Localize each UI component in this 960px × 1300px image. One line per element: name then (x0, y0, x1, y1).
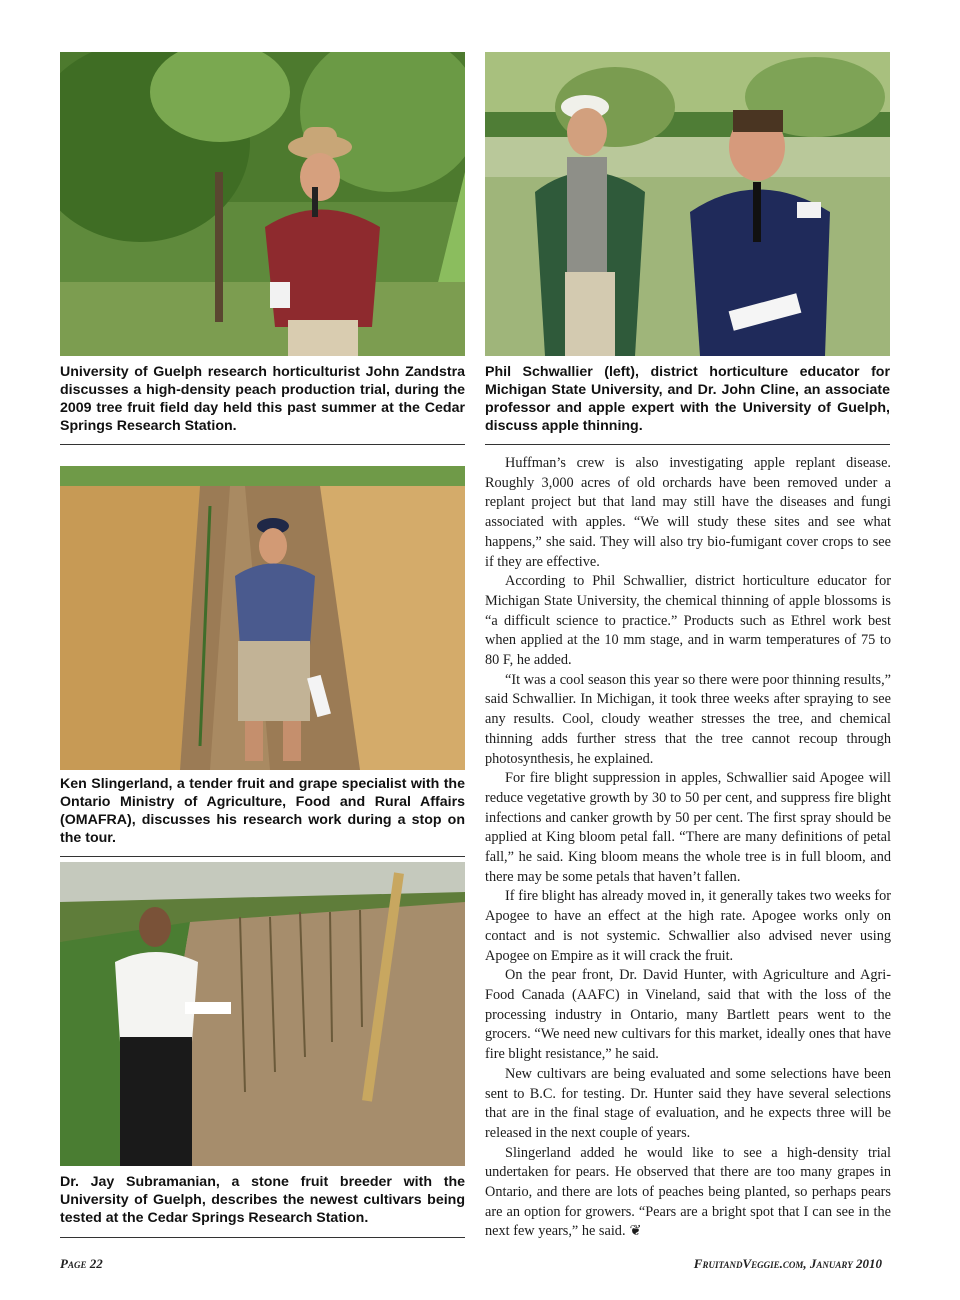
divider-rule (60, 1237, 465, 1238)
photo-subramanian (60, 862, 465, 1166)
divider-rule (60, 444, 465, 445)
article-paragraph-text: Slingerland added he would like to see a high-density trial undertaken for pears. He observed that there are too many grapes in Ontario, and there are lots of peaches being planted, so perhaps pears are an option for growers. “Pears are a bright spot that I can see in the next few years,” he said. (485, 1144, 891, 1240)
photo-schwallier-cline (485, 52, 890, 356)
article-body (485, 454, 891, 1242)
page-label: Page (60, 1256, 87, 1271)
article-paragraph-last (485, 1144, 891, 1243)
article-paragraph: According to Phil Schwallier, district horticulture educator for Michigan State University, the chemical thinning of apple blossoms is “a difficult science to practice.” Products such as Ethrel work best when applied at the 10 mm stage, and in warm temperatures of 75 to 80 F, he added. (485, 573, 891, 669)
publication-name: FruitandVeggie.com, (693, 1256, 807, 1271)
caption-subramanian: Dr. Jay Subramanian, a stone fruit breeder with the University of Guelph, describes the newest cultivars being tested at the Cedar Springs Research Station. (60, 1174, 465, 1226)
photo-zandstra (60, 52, 465, 356)
article-paragraph: For fire blight suppression in apples, Schwallier said Apogee will reduce vegetative growth by 30 to 50 per cent, and suppress fire blight infections and canker growth by 50 per cent. The first spray should be applied at King bloom petal fall. “There are many definitions of petal fall,” he said. King bloom means the whole tree is in full bloom, and there may be some petals that haven’t fallen. (485, 770, 891, 885)
caption-slingerland: Ken Slingerland, a tender fruit and grape specialist with the Ontario Ministry of Agriculture, Food and Rural Affairs (OMAFRA), discusses his research work during a stop on the tour. (60, 776, 465, 846)
article-paragraph: On the pear front, Dr. David Hunter, with Agriculture and Agri-Food Canada (AAFC) in Vineland, said that with the loss of the processing industry in Ontario, many Bartlett pears went to the grocers. “We need new cultivars for this market, ideally ones that have fire blight resistance,” he said. (485, 967, 891, 1063)
article-paragraph: New cultivars are being evaluated and some selections have been sent to B.C. for testing. Dr. Hunter said they have several selections that are in the final stage of evaluation, and he expects three will be released in the next couple of years. (485, 1065, 891, 1141)
caption-zandstra: University of Guelph research horticulturist John Zandstra discusses a high-density peach production trial, during the 2009 tree fruit field day held this past summer at the Cedar Springs Research Station. (60, 364, 465, 434)
divider-rule (485, 444, 890, 445)
end-mark-icon: ❦ (629, 1223, 642, 1240)
issue-date: January 2010 (809, 1256, 882, 1271)
article-paragraph: Huffman’s crew is also investigating apple replant disease. Roughly 3,000 acres of old orchards have been removed under a replant project but that land may still have the diseases and fungi associated with apples. “We will study these sites and see what happens,” she said. They will also try bio-fumigant cover crops to see if they are effective. (485, 455, 891, 570)
caption-schwallier: Phil Schwallier (left), district horticulture educator for Michigan State University, and Dr. John Cline, an associate professor and apple expert with the University of Guelph, discuss apple thinning. (485, 364, 890, 434)
page-footer-left (60, 1256, 103, 1272)
photo-slingerland (60, 466, 465, 770)
article-paragraph: If fire blight has already moved in, it generally takes two weeks for Apogee to have an effect at the high rate. Apogee works only on contact and is not systemic. Schwallier also advised never using Apogee on Empire as it will crack the fruit. (485, 888, 891, 964)
page-number: 22 (89, 1256, 103, 1271)
page-footer-right (694, 1256, 882, 1272)
divider-rule (60, 856, 465, 857)
article-paragraph: “It was a cool season this year so there were poor thinning results,” said Schwallier. In Michigan, it took three weeks after spraying to see any results. Cool, cloudy weather stresses the tree, and chemical thinning adds further stress that the tree cannot recoup through photosynthesis, he explained. (485, 671, 891, 767)
